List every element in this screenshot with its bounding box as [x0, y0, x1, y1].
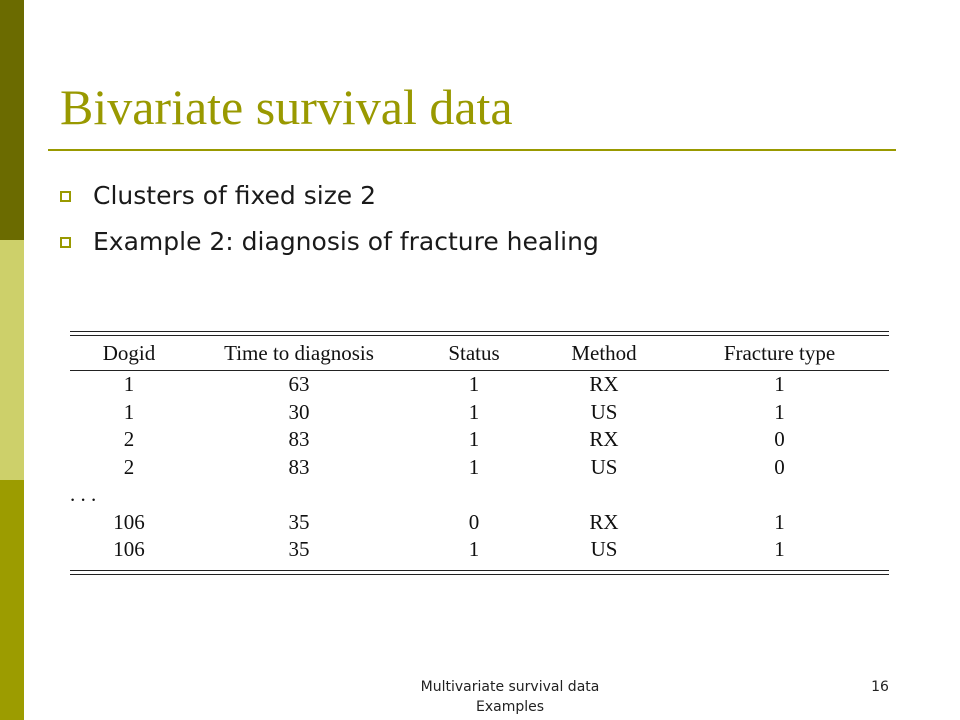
- cell-method: RX: [589, 427, 619, 452]
- cell-dogid: 106: [113, 537, 145, 562]
- cell-fracture-type: 1: [774, 372, 785, 397]
- cell-status: 1: [468, 372, 480, 397]
- table-row: [70, 399, 889, 427]
- square-bullet-icon: [60, 237, 71, 248]
- cell-dogid: 2: [123, 454, 135, 479]
- bullet-item: [60, 218, 599, 264]
- cell-status: 1: [468, 399, 480, 424]
- footer-line-1: Multivariate survival data: [420, 679, 600, 695]
- decor-bar-top: [0, 0, 24, 240]
- data-table-container: [70, 331, 889, 575]
- cell-time: 83: [288, 427, 310, 452]
- cell-time: 35: [288, 509, 310, 534]
- bullet-text: Clusters of fixed size 2: [93, 180, 377, 210]
- slide-title: Bivariate survival data: [60, 79, 513, 135]
- cell-method: US: [590, 454, 618, 479]
- cell-fracture-type: 1: [774, 399, 785, 424]
- page-number: 16: [871, 679, 889, 695]
- data-table: [70, 336, 889, 564]
- header-dogid: Dogid: [102, 340, 156, 365]
- cell-time: 63: [288, 372, 310, 397]
- table-row: [70, 426, 889, 454]
- cell-fracture-type: 1: [774, 509, 785, 534]
- bullet-item: [60, 172, 599, 218]
- cell-fracture-type: 0: [774, 454, 785, 479]
- header-fracture-type: Fracture type: [723, 340, 836, 365]
- cell-method: RX: [589, 372, 619, 397]
- table-row: [70, 454, 889, 482]
- cell-method: RX: [589, 509, 619, 534]
- cell-dogid: 106: [113, 509, 145, 534]
- decor-bar-bottom: [0, 480, 24, 720]
- cell-time: 35: [288, 537, 310, 562]
- table-row-ellipsis: [70, 481, 889, 509]
- cell-fracture-type: 1: [774, 537, 785, 562]
- cell-status: 1: [468, 537, 480, 562]
- table-header-row: [70, 336, 889, 370]
- cell-method: US: [590, 537, 618, 562]
- header-time-to-diagnosis: Time to diagnosis: [224, 340, 374, 365]
- cell-method: US: [590, 399, 618, 424]
- header-status: Status: [448, 340, 500, 365]
- square-bullet-icon: [60, 191, 71, 202]
- table-row: [70, 536, 889, 564]
- bullet-text: Example 2: diagnosis of fracture healing: [93, 226, 599, 256]
- cell-time: 83: [288, 454, 310, 479]
- ellipsis-cell: . . .: [70, 482, 97, 507]
- table-row: [70, 371, 889, 399]
- cell-status: 1: [468, 427, 480, 452]
- cell-time: 30: [288, 399, 310, 424]
- title-divider: [48, 149, 896, 151]
- cell-dogid: 1: [123, 372, 135, 397]
- cell-status: 0: [468, 509, 480, 534]
- bullet-list: [60, 172, 599, 264]
- header-method: Method: [571, 340, 637, 365]
- cell-dogid: 1: [123, 399, 135, 424]
- cell-dogid: 2: [123, 427, 135, 452]
- cell-status: 1: [468, 454, 480, 479]
- footer-line-2: Examples: [475, 699, 545, 715]
- decor-bar-middle: [0, 240, 24, 480]
- table-row: [70, 509, 889, 537]
- cell-fracture-type: 0: [774, 427, 785, 452]
- table-bottom-rule: [70, 570, 889, 575]
- footer-caption: [360, 677, 660, 717]
